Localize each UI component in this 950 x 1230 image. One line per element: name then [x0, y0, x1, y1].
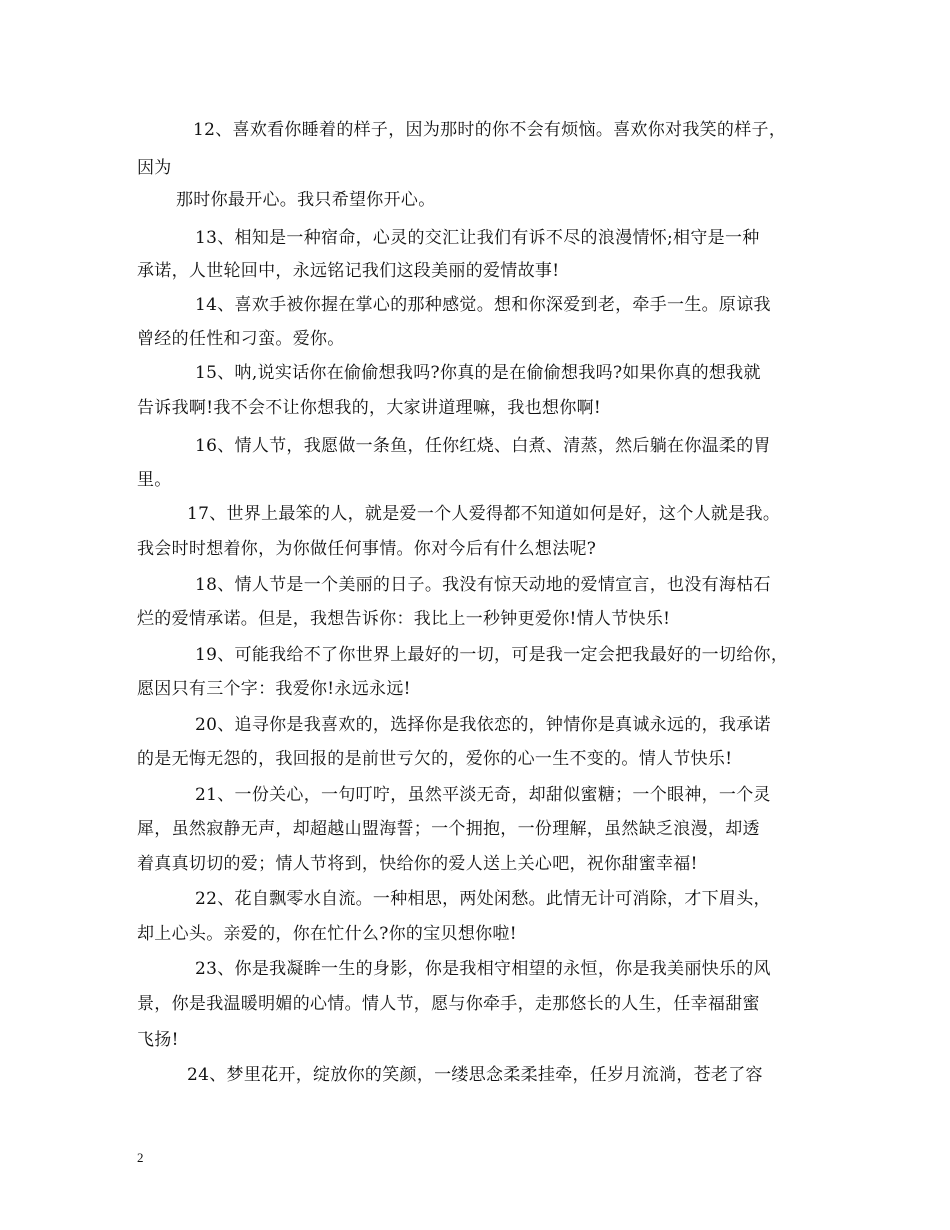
- text-line: 20、追寻你是我喜欢的，选择你是我依恋的，钟情你是真诚永远的，我承诺: [195, 715, 771, 735]
- text-line: 着真真切切的爱；情人节将到，快给你的爱人送上关心吧，祝你甜蜜幸福!: [137, 854, 698, 874]
- page-number: 2: [137, 1150, 144, 1165]
- text-line: 曾经的任性和刁蛮。爱你。: [137, 329, 345, 349]
- text-line: 里。: [137, 470, 172, 490]
- text-line: 犀，虽然寂静无声，却超越山盟海誓；一个拥抱，一份理解，虽然缺乏浪漫，却透: [137, 819, 760, 839]
- text-line: 却上心头。亲爱的，你在忙什么?你的宝贝想你啦!: [137, 924, 517, 944]
- text-line: 那时你最开心。我只希望你开心。: [176, 190, 436, 210]
- text-line: 15、呐,说实话你在偷偷想我吗?你真的是在偷偷想我吗?如果你真的想我就: [195, 363, 761, 383]
- text-line: 23、你是我凝眸一生的身影，你是我相守相望的永恒，你是我美丽快乐的风: [195, 959, 771, 979]
- text-line: 因为: [137, 158, 172, 178]
- text-line: 承诺，人世轮回中，永远铭记我们这段美丽的爱情故事!: [137, 261, 560, 281]
- text-line: 19、可能我给不了你世界上最好的一切，可是我一定会把我最好的一切给你，: [195, 645, 789, 665]
- text-line: 飞扬!: [137, 1030, 179, 1050]
- text-line: 16、情人节，我愿做一条鱼，任你红烧、白煮、清蒸，然后躺在你温柔的胃: [195, 436, 771, 456]
- text-line: 14、喜欢手被你握在掌心的那种感觉。想和你深爱到老，牵手一生。原谅我: [195, 295, 771, 315]
- text-line: 17、世界上最笨的人，就是爱一个人爱得都不知道如何是好，这个人就是我。: [187, 504, 781, 524]
- text-line: 愿因只有三个字：我爱你!永远永远!: [137, 679, 411, 699]
- text-line: 22、花自飘零水自流。一种相思，两处闲愁。此情无计可消除，才下眉头，: [195, 889, 771, 909]
- text-line: 告诉我啊!我不会不让你想我的，大家讲道理嘛，我也想你啊!: [137, 398, 602, 418]
- text-line: 烂的爱情承诺。但是，我想告诉你：我比上一秒钟更爱你!情人节快乐!: [137, 609, 671, 629]
- text-line: 我会时时想着你，为你做任何事情。你对今后有什么想法呢?: [137, 539, 597, 559]
- text-line: 21、一份关心，一句叮咛，虽然平淡无奇，却甜似蜜糖；一个眼神，一个灵: [195, 785, 771, 805]
- text-line: 18、情人节是一个美丽的日子。我没有惊天动地的爱情宣言，也没有海枯石: [195, 575, 771, 595]
- text-line: 景，你是我温暖明媚的心情。情人节，愿与你牵手，走那悠长的人生，任幸福甜蜜: [137, 994, 760, 1014]
- text-line: 24、梦里花开，绽放你的笑颜，一缕思念柔柔挂牵，任岁月流淌，苍老了容: [187, 1065, 763, 1085]
- text-line: 的是无悔无怨的，我回报的是前世亏欠的，爱你的心一生不变的。情人节快乐!: [137, 749, 733, 769]
- text-line: 12、喜欢看你睡着的样子，因为那时的你不会有烦恼。喜欢你对我笑的样子，: [193, 120, 787, 140]
- text-line: 13、相知是一种宿命，心灵的交汇让我们有诉不尽的浪漫情怀;相守是一种: [195, 228, 760, 248]
